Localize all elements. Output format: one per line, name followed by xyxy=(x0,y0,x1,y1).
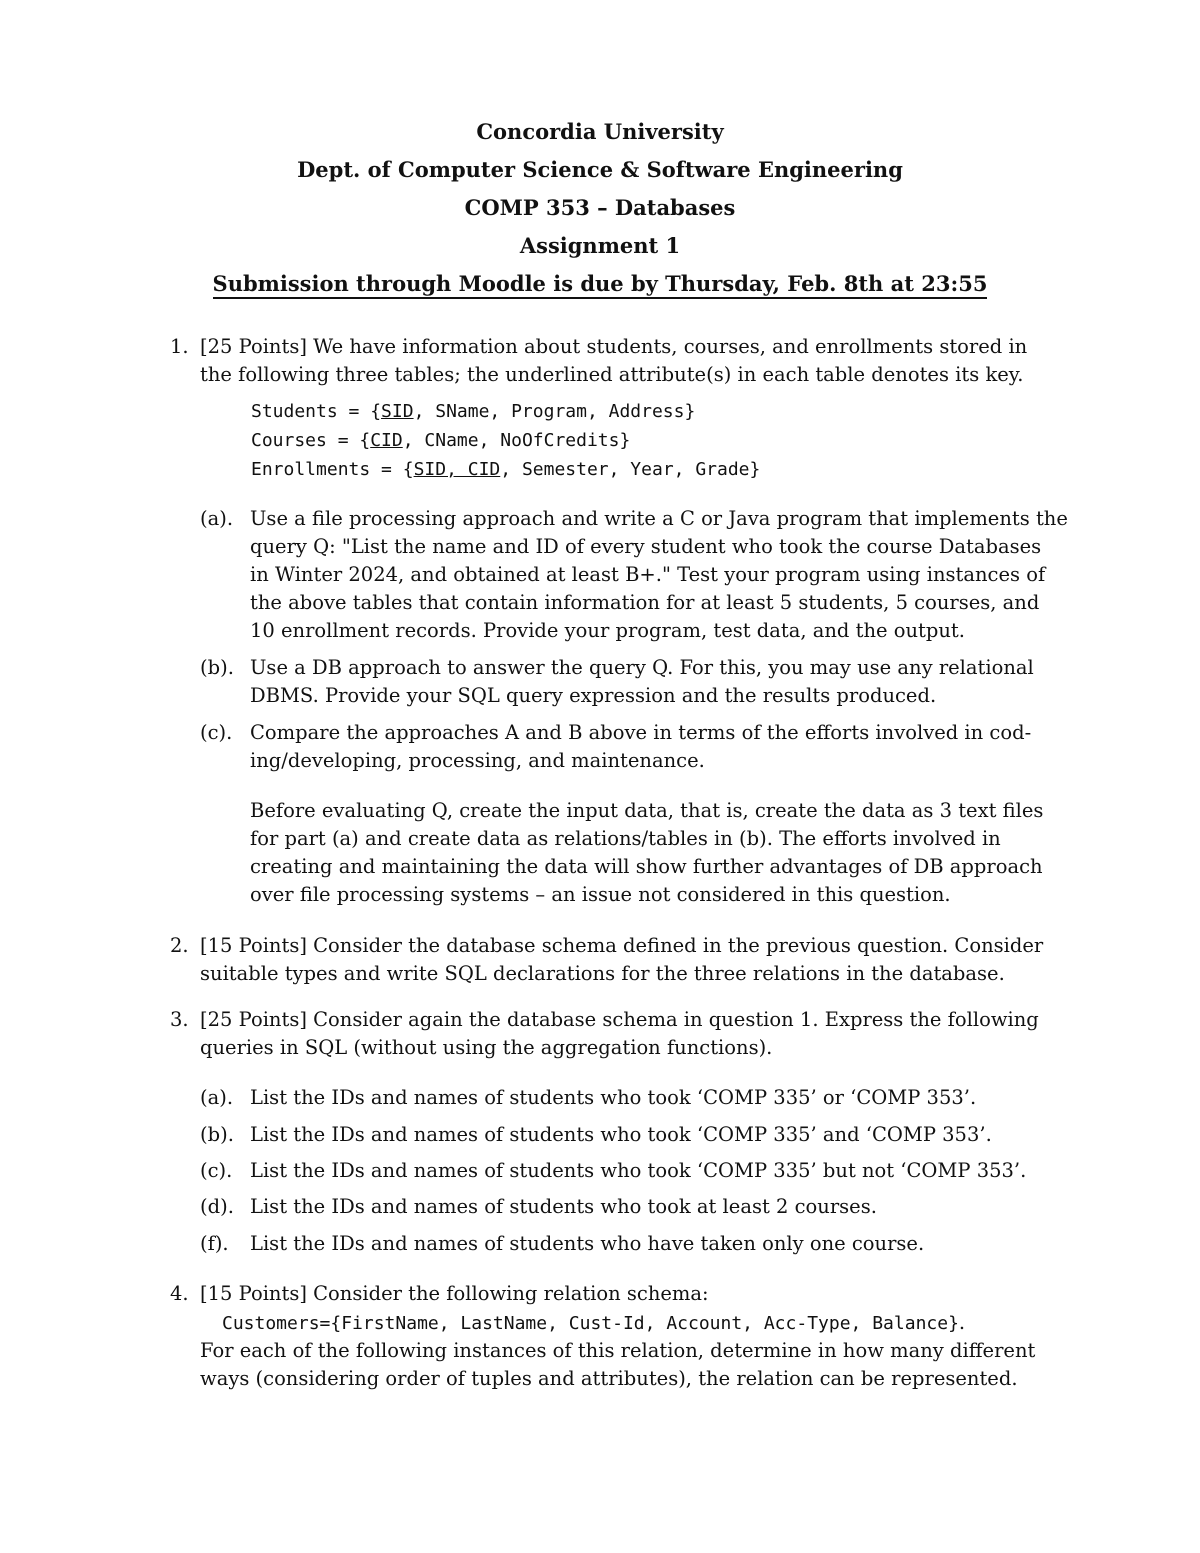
q1-note-line1: Before evaluating Q, create the input data, that is, create the data as 3 text files xyxy=(250,799,1044,822)
q1c-line2: ing/developing, processing, and maintenance. xyxy=(250,749,705,772)
q4-line4: ways (considering order of tuples and attributes), the relation can be represented. xyxy=(200,1367,1018,1390)
q1-text-line2: the following three tables; the underlined attribute(s) in each table denotes its key. xyxy=(200,363,1024,386)
q2-number: 2. xyxy=(170,934,189,957)
course-title: COMP 353 – Databases xyxy=(464,195,736,220)
q3-line2: queries in SQL (without using the aggregation functions). xyxy=(200,1036,773,1059)
q1a-line2: query Q: "List the name and ID of every student who took the course Databases xyxy=(250,535,1042,558)
q4-line3: For each of the following instances of this relation, determine in how many different xyxy=(200,1339,1036,1362)
q3b-label: (b). xyxy=(200,1123,234,1146)
q1-number: 1. xyxy=(170,335,189,358)
q1b-line1: Use a DB approach to answer the query Q. For this, you may use any relational xyxy=(250,656,1034,679)
q1b-line2: DBMS. Provide your SQL query expression and the results produced. xyxy=(250,684,937,707)
q3a-label: (a). xyxy=(200,1086,234,1109)
q4-number: 4. xyxy=(170,1282,189,1305)
q3d-text: List the IDs and names of students who took at least 2 courses. xyxy=(250,1195,877,1218)
q3f-label: (f). xyxy=(200,1232,229,1255)
q1-note-line2: for part (a) and create data as relations/tables in (b). The efforts involved in xyxy=(250,827,1001,850)
assignment-title: Assignment 1 xyxy=(519,233,681,258)
q1-note-line3: creating and maintaining the data will show further advantages of DB approach xyxy=(250,855,1043,878)
students-key: SID xyxy=(381,401,414,422)
q1-note-line4: over file processing systems – an issue not considered in this question. xyxy=(250,883,951,906)
q3b-text: List the IDs and names of students who took ‘COMP 335’ and ‘COMP 353’. xyxy=(250,1123,992,1146)
schema-courses: Courses = {CID, CName, NoOfCredits} xyxy=(251,430,631,451)
q1-text-line1: [25 Points] We have information about students, courses, and enrollments stored in xyxy=(200,335,1028,358)
enrollments-key: SID, CID xyxy=(413,459,501,480)
q3c-label: (c). xyxy=(200,1159,233,1182)
university-name: Concordia University xyxy=(476,119,724,144)
q1c-line1: Compare the approaches A and B above in terms of the efforts involved in cod- xyxy=(250,721,1032,744)
q3f-text: List the IDs and names of students who have taken only one course. xyxy=(250,1232,925,1255)
q3a-text: List the IDs and names of students who took ‘COMP 335’ or ‘COMP 353’. xyxy=(250,1086,977,1109)
q1a-line4: the above tables that contain information for at least 5 students, 5 courses, and xyxy=(250,591,1040,614)
q1b-label: (b). xyxy=(200,656,234,679)
q4-schema: Customers={FirstName, LastName, Cust-Id, Account, Acc-Type, Balance}. xyxy=(222,1311,966,1334)
due-date: Submission through Moodle is due by Thursday, Feb. 8th at 23:55 xyxy=(0,270,1200,298)
q1a-label: (a). xyxy=(200,507,234,530)
q3-line1: [25 Points] Consider again the database schema in question 1. Express the following xyxy=(200,1008,1039,1031)
q1c-label: (c). xyxy=(200,721,233,744)
department-name: Dept. of Computer Science & Software Engineering xyxy=(297,157,903,182)
schema-enrollments: Enrollments = {SID, CID, Semester, Year, Grade} xyxy=(251,459,761,480)
q1a-line5: 10 enrollment records. Provide your program, test data, and the output. xyxy=(250,619,965,642)
q2-line2: suitable types and write SQL declarations for the three relations in the database. xyxy=(200,962,1005,985)
q1a-line1: Use a file processing approach and write a C or Java program that implements the xyxy=(250,507,1068,530)
q3c-text: List the IDs and names of students who took ‘COMP 335’ but not ‘COMP 353’. xyxy=(250,1159,1027,1182)
q3d-label: (d). xyxy=(200,1195,234,1218)
q3-number: 3. xyxy=(170,1008,189,1031)
q1a-line3: in Winter 2024, and obtained at least B+." Test your program using instances of xyxy=(250,563,1046,586)
schema-students: Students = {SID, SName, Program, Address} xyxy=(251,401,696,422)
courses-key: CID xyxy=(370,430,403,451)
q2-line1: [15 Points] Consider the database schema defined in the previous question. Consider xyxy=(200,934,1044,957)
q4-line1: [15 Points] Consider the following relation schema: xyxy=(200,1282,709,1305)
